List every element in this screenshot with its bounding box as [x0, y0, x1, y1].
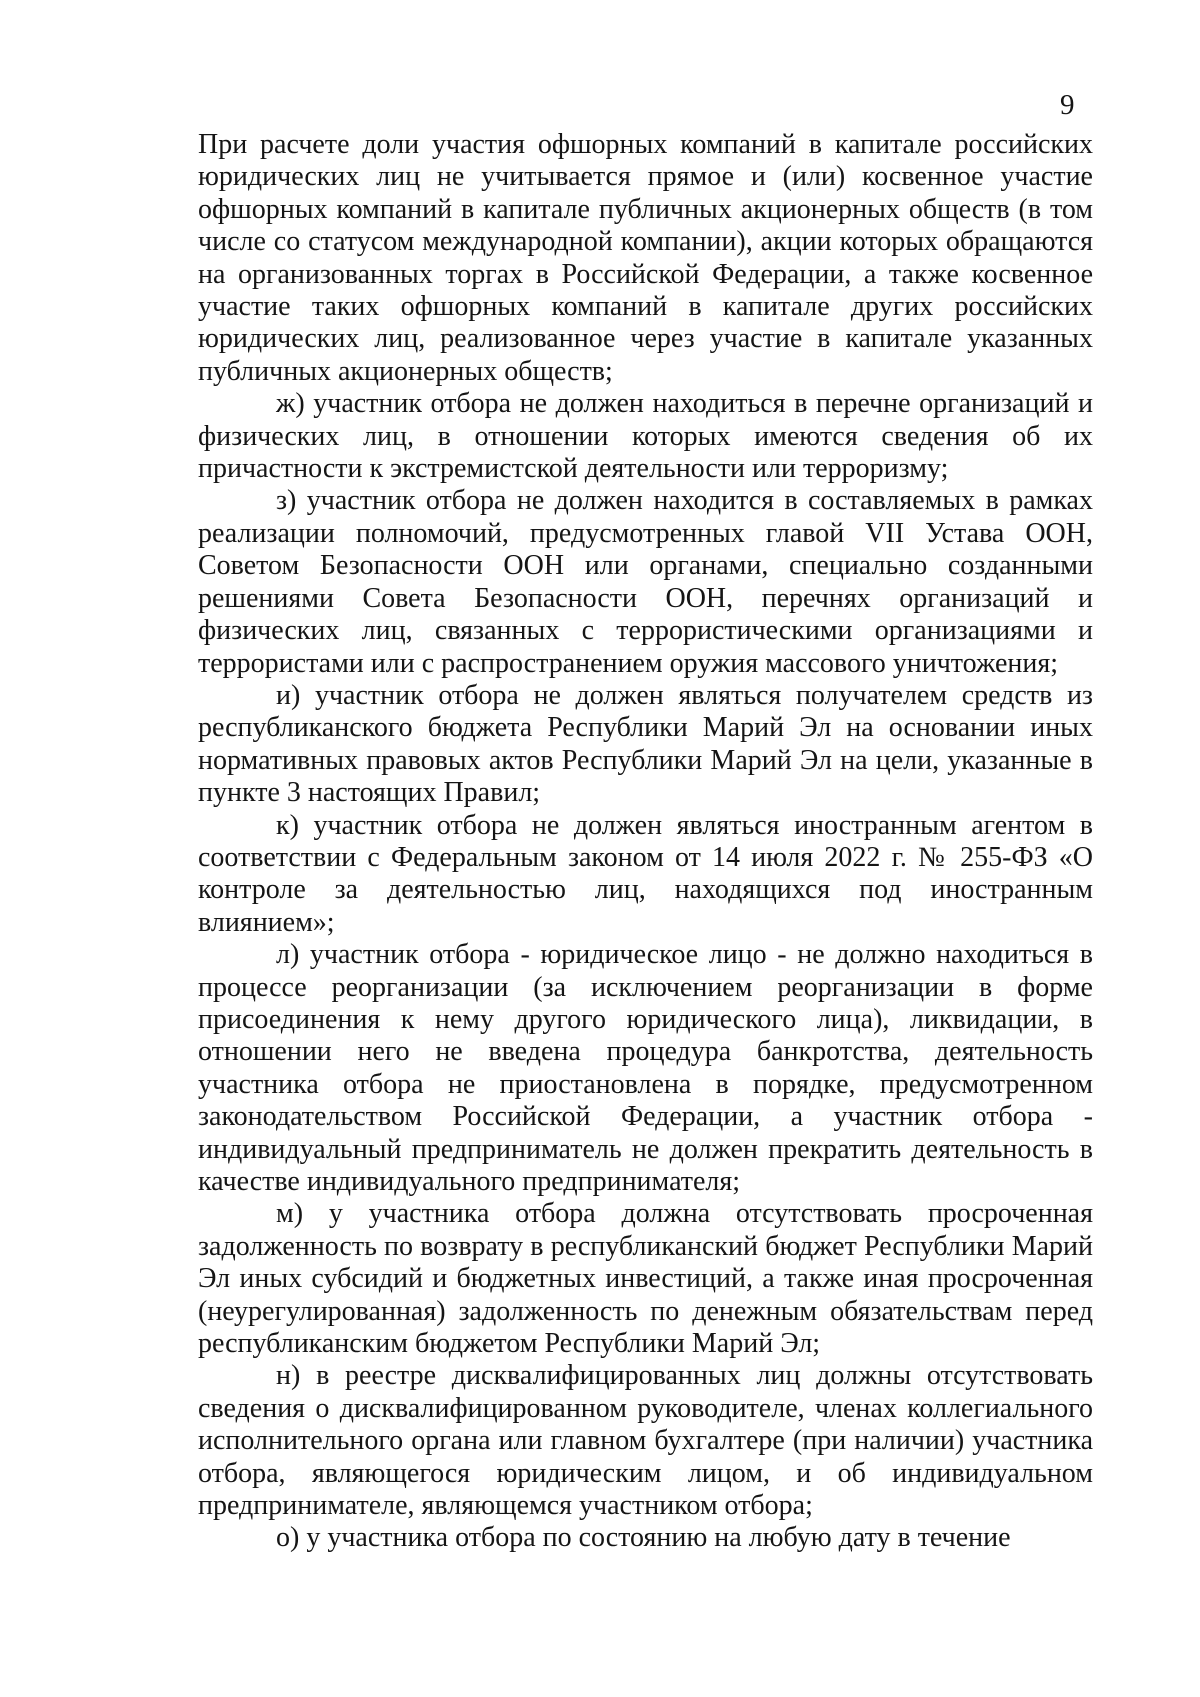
paragraph-item-i: и) участник отбора не должен являться получателем средств из республиканского бюджета Республики Марий Эл на основании иных нормативных правовых актов Республики Марий Эл на цели, указанные в пункте 3 настоящих Правил;	[198, 679, 1093, 809]
paragraph-offshore-participation: При расчете доли участия офшорных компаний в капитале российских юридических лиц не учитывается прямое и (или) косвенное участие офшорных компаний в капитале публичных акционерных обществ (в том числе со статусом международной компании), акции которых обращаются на организованных торгах в Российской Федерации, а также косвенное участие таких офшорных компаний в капитале других российских юридических лиц, реализованное через участие в капитале указанных публичных акционерных обществ;	[198, 129, 1093, 387]
document-body	[198, 129, 1093, 1555]
paragraph-item-m: м) у участника отбора должна отсутствовать просроченная задолженность по возврату в республиканский бюджет Республики Марий Эл иных субсидий и бюджетных инвестиций, а также иная просроченная (неурегулированная) задолженность по денежным обязательствам перед республиканским бюджетом Республики Марий Эл;	[198, 1198, 1093, 1360]
paragraph-item-zh: ж) участник отбора не должен находиться в перечне организаций и физических лиц, в отношении которых имеются сведения об их причастности к экстремистской деятельности или терроризму;	[198, 388, 1093, 485]
paragraph-item-k: к) участник отбора не должен являться иностранным агентом в соответствии с Федеральным законом от 14 июля 2022 г. № 255-ФЗ «О контроле за деятельностью лиц, находящихся под иностранным влиянием»;	[198, 809, 1093, 938]
paragraph-item-o: о) у участника отбора по состоянию на любую дату в течение	[276, 1522, 1011, 1554]
paragraph-item-l: л) участник отбора - юридическое лицо - не должно находиться в процессе реорганизации (за исключением реорганизации в форме присоединения к нему другого юридического лица), ликвидации, в отношении него не введена процедура банкротства, деятельность участника отбора не приостановлена в порядке, предусмотренном законодательством Российской Федерации, а участник отбора - индивидуальный предприниматель не должен прекратить деятельность в качестве индивидуального предпринимателя;	[198, 939, 1093, 1197]
page-number: 9	[1060, 89, 1075, 121]
paragraph-item-n: н) в реестре дисквалифицированных лиц должны отсутствовать сведения о дисквалифицированном руководителе, членах коллегиального исполнительного органа или главном бухгалтере (при наличии) участника отбора, являющегося юридическим лицом, и об индивидуальном предпринимателе, являющемся участником отбора;	[198, 1360, 1093, 1522]
paragraph-item-z: з) участник отбора не должен находится в составляемых в рамках реализации полномочий, предусмотренных главой VII Устава ООН, Советом Безопасности ООН или органами, специально созданными решениями Совета Безопасности ООН, перечнях организаций и физических лиц, связанных с террористическими организациями и террористами или с распространением оружия массового уничтожения;	[198, 485, 1093, 679]
